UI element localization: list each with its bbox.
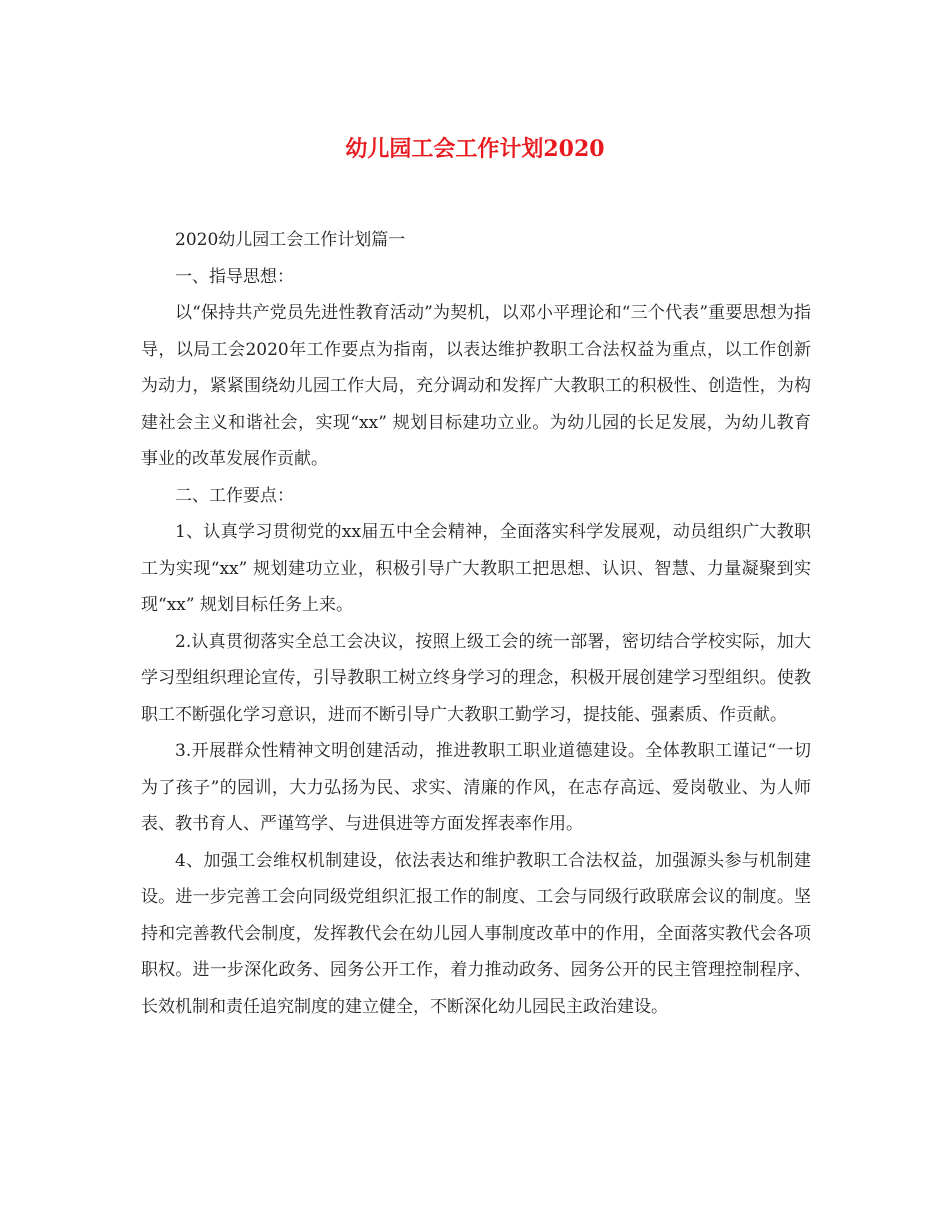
work-point-2: 2.认真贯彻落实全总工会决议，按照上级工会的统一部署，密切结合学校实际，加大学习型组织理论宣传，引导教职工树立终身学习的理念，积极开展创建学习型组织。使教职工不断强化学习意识，进而不断引导广大教职工勤学习，提技能、强素质、作贡献。 bbox=[141, 631, 811, 725]
work-point-3: 3.开展群众性精神文明创建活动，推进教职工职业道德建设。全体教职工谨记“一切为了孩子”的园训，大力弘扬为民、求实、清廉的作风，在志存高远、爱岗敬业、为人师表、教书育人、严谨笃学、与进俱进等方面发挥表率作用。 bbox=[141, 741, 811, 834]
work-point-4: 4、加强工会维权机制建设，依法表达和维护教职工合法权益，加强源头参与机制建设。进一步完善工会向同级党组织汇报工作的制度、工会与同级行政联席会议的制度。坚持和完善教代会制度，发挥教代会在幼儿园人事制度改革中的作用，全面落实教代会各项职权。进一步深化政务、园务公开工作，着力推动政务、园务公开的民主管理控制程序、长效机制和责任追究制度的建立健全，不断深化幼儿园民主政治建设。 bbox=[141, 850, 811, 1017]
work-point-1: 1、认真学习贯彻党的xx届五中全会精神，全面落实科学发展观，动员组织广大教职工为实现“xx” 规划建功立业，积极引导广大教职工把思想、认识、智慧、力量凝聚到实现“xx” 规划目标任务上来。 bbox=[141, 522, 811, 615]
document-title: 幼儿园工会工作计划2020 bbox=[345, 136, 605, 162]
part1-heading: 一、指导思想： bbox=[175, 266, 294, 287]
part1-paragraph: 以“保持共产党员先进性教育活动”为契机，以邓小平理论和“三个代表”重要思想为指导，以局工会2020年工作要点为指南，以表达维护教职工合法权益为重点，以工作创新为动力，紧紧围绕幼儿园工作大局，充分调动和发挥广大教职工的积极性、创造性，为构建社会主义和谐社会，实现“xx” 规划目标建功立业。为幼儿园的长足发展，为幼儿教育事业的改革发展作贡献。 bbox=[141, 303, 811, 469]
section-heading: 2020幼儿园工会工作计划篇一 bbox=[175, 230, 406, 250]
document-body bbox=[141, 222, 811, 1025]
part2-heading: 二、工作要点： bbox=[175, 485, 294, 506]
